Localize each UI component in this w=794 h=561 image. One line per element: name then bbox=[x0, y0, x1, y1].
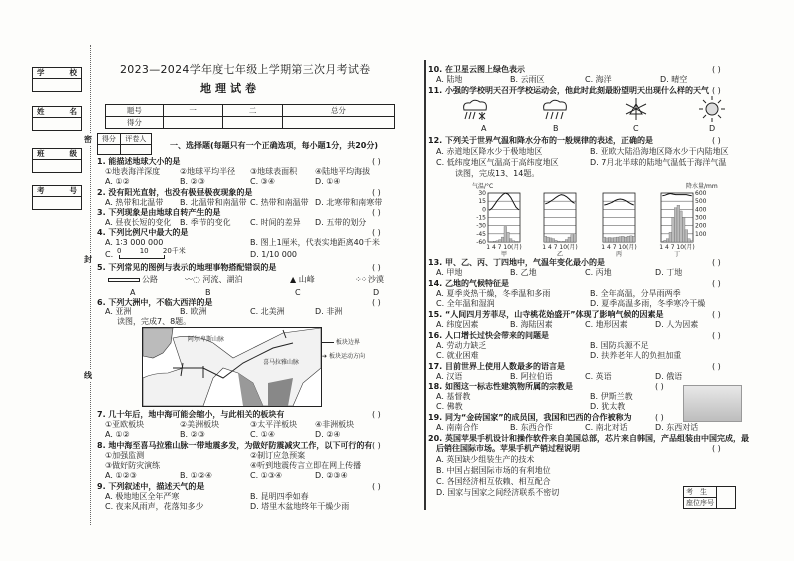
option: C. ①④ bbox=[250, 430, 276, 439]
rain-icon bbox=[540, 98, 570, 122]
legend-label: 公路 bbox=[142, 275, 158, 284]
answer-blank[interactable]: ( ) bbox=[712, 279, 721, 288]
name-field[interactable] bbox=[32, 106, 82, 131]
precip-bar bbox=[616, 237, 619, 242]
option: A. 1∶3 000 000 bbox=[105, 238, 164, 247]
exam-subject: 地理试卷 bbox=[200, 82, 260, 95]
legend-plate-direction bbox=[322, 352, 365, 362]
precip-bar bbox=[677, 205, 680, 242]
option: C. 各国经济相互依赖、相互配合 bbox=[436, 477, 551, 486]
precip-tick-label: 100 bbox=[695, 230, 707, 238]
temp-tick-label: -30 bbox=[476, 222, 486, 230]
precip-bar bbox=[611, 238, 614, 242]
precip-bar bbox=[669, 232, 672, 242]
question-stem: 18. 如图这一标志性建筑物所属的宗教是 bbox=[428, 382, 573, 391]
precip-bar bbox=[624, 237, 627, 242]
precip-bar bbox=[606, 238, 609, 242]
question-stem: 2. 没有阳光直射，也没有极昼极夜现象的是 bbox=[97, 188, 253, 197]
option: D. ②④ bbox=[315, 430, 341, 439]
map-label-alps: 阿尔卑斯山脉 bbox=[188, 336, 225, 343]
precip-tick-label: 200 bbox=[695, 222, 707, 230]
month-axis-label: 1 4 7 10(月) bbox=[659, 244, 695, 251]
item: ①亚欧板块 bbox=[105, 420, 145, 429]
map-label-himalaya: 喜马拉雅山脉 bbox=[263, 359, 300, 366]
score-cell[interactable] bbox=[163, 117, 223, 129]
precip-bar bbox=[627, 236, 630, 242]
option: A. 英国缺少组装生产的技术 bbox=[436, 455, 535, 464]
question-stem: 7. 几十年后，地中海可能会缩小，与此相关的板块有 bbox=[97, 410, 285, 419]
question-stem: 4. 下列比例尺中最大的是 bbox=[97, 228, 189, 237]
question-stem: 19. 同为“金砖国家”的成员国，我国和巴西的合作被称为 bbox=[428, 413, 632, 422]
legend-desert bbox=[355, 275, 384, 285]
option: B. 季节的变化 bbox=[180, 218, 231, 227]
question-stem: 12. 下列关于世界气温和降水分布的一般规律的表述，正确的是 bbox=[428, 136, 653, 145]
precip-bar bbox=[571, 235, 574, 242]
legend-label: 板块运动方向 bbox=[328, 353, 365, 360]
temp-tick-label: -60 bbox=[476, 239, 486, 246]
option: B. ①②④ bbox=[180, 471, 213, 480]
answer-blank[interactable]: ( ) bbox=[655, 413, 664, 422]
option: B. 全年高温，分旱雨两季 bbox=[590, 289, 681, 298]
precip-bar bbox=[632, 236, 635, 242]
option: C. 丙地 bbox=[585, 268, 612, 277]
sunny-icon bbox=[698, 94, 726, 124]
option: A. 夏季炎热干燥，冬季温和多雨 bbox=[436, 289, 551, 298]
column-divider bbox=[424, 60, 426, 510]
option: C. ③④ bbox=[250, 177, 276, 186]
answer-blank[interactable]: ( ) bbox=[712, 136, 721, 145]
precip-bar bbox=[666, 239, 669, 242]
question-stem: 17. 目前世界上使用人数最多的语言是 bbox=[428, 362, 565, 371]
station-name: 丙 bbox=[615, 251, 623, 258]
precip-bar bbox=[496, 241, 499, 242]
option: A. 甲地 bbox=[436, 268, 463, 277]
legend-label: 山峰 bbox=[298, 275, 315, 284]
precip-bar bbox=[544, 236, 547, 242]
row-label: 得分 bbox=[106, 117, 164, 129]
answer-blank[interactable]: ( ) bbox=[712, 65, 721, 74]
sleet-icon bbox=[460, 98, 490, 122]
option: B. 乙地 bbox=[510, 268, 537, 277]
peak-icon: ▲ bbox=[290, 275, 299, 284]
religious-building-photo bbox=[683, 385, 742, 422]
label: 班 bbox=[37, 149, 45, 158]
item: ③太平洋板块 bbox=[250, 420, 298, 429]
option: C. ①③④ bbox=[250, 471, 283, 480]
option: C. 热带和南温带 bbox=[250, 198, 309, 207]
option: D. ①④ bbox=[315, 177, 341, 186]
answer-blank[interactable]: ( ) bbox=[372, 441, 381, 450]
option: D. 犹太教 bbox=[590, 402, 626, 411]
answer-blank[interactable]: ( ) bbox=[712, 310, 721, 319]
seat-label: 座位序号 bbox=[684, 498, 717, 509]
school-field[interactable] bbox=[32, 67, 82, 92]
label: 号 bbox=[69, 186, 77, 195]
item: ③地球表面积 bbox=[250, 167, 298, 176]
option-label: A bbox=[130, 288, 136, 297]
option: C. 低纬度地区气温高于高纬度地区 bbox=[436, 158, 559, 167]
item: ②美洲板块 bbox=[180, 420, 220, 429]
answer-blank[interactable]: ( ) bbox=[655, 382, 664, 391]
option: D. 7月北半球的陆地气温低于海洋气温 bbox=[590, 158, 727, 167]
answer-blank[interactable]: ( ) bbox=[372, 298, 381, 307]
question-stem: 8. 地中海至喜马拉雅山脉一带地震多发，为做好防震减灾工作，以下可行的有 bbox=[97, 441, 373, 450]
precip-bar bbox=[547, 237, 550, 242]
option: B. 中国占据国际市场的有利地位 bbox=[436, 466, 551, 475]
temp-tick-label: 30 bbox=[478, 190, 486, 197]
precip-tick-label: 300 bbox=[695, 214, 707, 222]
precip-bar bbox=[555, 240, 558, 242]
answer-blank[interactable]: ( ) bbox=[372, 188, 381, 197]
label: 校 bbox=[69, 68, 77, 77]
seal-char: 封 bbox=[84, 255, 92, 264]
precip-bar bbox=[552, 239, 555, 242]
precip-bar bbox=[512, 241, 515, 242]
question-stem: 1. 能描述地球大小的是 bbox=[97, 157, 181, 166]
option: D. 东西对话 bbox=[655, 423, 699, 432]
precip-tick-label: 500 bbox=[695, 198, 707, 206]
legend-label: 板块边界 bbox=[335, 339, 360, 346]
answer-blank[interactable]: ( ) bbox=[712, 331, 721, 340]
precip-bar bbox=[557, 241, 560, 242]
option: B. ②③ bbox=[180, 177, 205, 186]
option: D. 国家与国家之间经济联系不密切 bbox=[436, 488, 560, 497]
precip-bar bbox=[504, 226, 507, 242]
precip-bar bbox=[688, 239, 691, 242]
temp-tick-label: 0 bbox=[482, 206, 486, 214]
option-label: B bbox=[553, 124, 559, 133]
question-stem: 5. 下列常见的图例与表示的地理事物搭配错误的是 bbox=[97, 263, 277, 272]
precip-bar bbox=[680, 211, 683, 242]
precip-bar bbox=[509, 239, 512, 242]
option: A. 劳动力缺乏 bbox=[436, 341, 487, 350]
item: ②制订应急预案 bbox=[250, 451, 306, 460]
question-stem: 6. 下列大洲中，不临大西洋的是 bbox=[97, 298, 213, 307]
answer-blank[interactable]: ( ) bbox=[372, 208, 381, 217]
option: A. 汉语 bbox=[436, 372, 463, 381]
option: A. 亚洲 bbox=[105, 307, 132, 316]
option: B. 欧洲 bbox=[180, 307, 207, 316]
option: A. 赤道地区降水少于极地地区 bbox=[436, 147, 543, 156]
temp-tick-label: -15 bbox=[476, 214, 486, 222]
option: B. 伊斯兰教 bbox=[590, 392, 633, 401]
precip-bar bbox=[565, 240, 568, 242]
item: ④陆地平均海拔 bbox=[315, 167, 371, 176]
option: D. 丁地 bbox=[655, 268, 683, 277]
option: D. ②③④ bbox=[315, 471, 348, 480]
scale-tick: 20千米 bbox=[162, 247, 186, 255]
answer-blank[interactable]: ( ) bbox=[712, 444, 721, 453]
header-cell: 二 bbox=[223, 105, 283, 117]
legend-river bbox=[185, 275, 243, 285]
station-name: 丁 bbox=[673, 251, 681, 258]
label: 姓 bbox=[37, 107, 45, 116]
option: C. 地形因素 bbox=[585, 320, 628, 329]
option: B. 亚欧大陆沿海地区降水少于内陆地区 bbox=[590, 147, 729, 156]
question-stem: 10. 在卫星云图上绿色表示 bbox=[428, 65, 525, 74]
score-cell[interactable] bbox=[98, 145, 121, 155]
item: ①地表海洋深度 bbox=[105, 167, 161, 176]
precip-bar bbox=[672, 218, 675, 243]
precip-tick-label: 400 bbox=[695, 206, 707, 214]
option-label: B bbox=[205, 288, 211, 297]
option: A. 极地地区全年严寒 bbox=[105, 492, 180, 501]
option-label: D bbox=[373, 288, 380, 297]
option: A. 昼夜长短的变化 bbox=[105, 218, 172, 227]
score-cell[interactable] bbox=[223, 117, 283, 129]
option: D. 塔里木盆地终年干燥少雨 bbox=[250, 502, 350, 511]
question-stem: 3. 下列现象是由地球自转产生的是 bbox=[97, 208, 221, 217]
reading-instruction: 读图，完成7、8题。 bbox=[117, 317, 192, 326]
option: C. 北美洲 bbox=[250, 307, 285, 316]
seal-char: 线 bbox=[84, 371, 92, 380]
question-stem: 13. 甲、乙、丙、丁四地中，气温年变化最小的是 bbox=[428, 258, 605, 267]
precip-bar bbox=[674, 208, 677, 242]
precip-tick-label: 600 bbox=[695, 190, 707, 197]
option: D. 人为因素 bbox=[655, 320, 699, 329]
option: B. 云雨区 bbox=[510, 75, 545, 84]
station-name: 乙 bbox=[556, 251, 564, 258]
precip-bar bbox=[630, 236, 633, 242]
answer-blank[interactable]: ( ) bbox=[372, 263, 381, 272]
question-stem: 20. 英国苹果手机设计和操作软件来自美国总部，芯片来自韩国，产品组装由中国完成，最 bbox=[428, 434, 749, 443]
precip-bar bbox=[568, 237, 571, 242]
option: C. 夜来风雨声，花落知多少 bbox=[105, 502, 204, 511]
precip-bar bbox=[690, 241, 693, 242]
precip-bar bbox=[501, 237, 504, 242]
month-axis-label: 1 4 7 10(月) bbox=[486, 244, 522, 251]
option: B. 国防兵源不足 bbox=[590, 341, 649, 350]
question-stem-cont: 后销往国际市场。苹果手机产销过程说明 bbox=[436, 444, 580, 453]
question-stem: 11. 小强的学校明天召开学校运动会，他此时此刻最盼望明天出现什么样的天气 bbox=[428, 86, 709, 95]
option: B. ②③ bbox=[180, 430, 205, 439]
score-table bbox=[105, 104, 395, 129]
option: A. 南南合作 bbox=[436, 423, 479, 432]
scale-tick: 0 bbox=[117, 247, 122, 255]
grader-cell[interactable] bbox=[120, 145, 151, 155]
label: 级 bbox=[69, 149, 77, 158]
option: B. 阿拉伯语 bbox=[510, 372, 553, 381]
option: D. 五带的划分 bbox=[315, 218, 367, 227]
option: C. 英语 bbox=[585, 372, 612, 381]
option: D. 扶养老年人的负担加重 bbox=[590, 351, 682, 360]
scale-bar bbox=[117, 246, 186, 256]
question-stem: 15. “人间四月芳菲尽，山寺桃花始盛开”体现了影响气候的因素是 bbox=[428, 310, 664, 319]
option: B. 海陆因素 bbox=[510, 320, 553, 329]
plate-map bbox=[142, 327, 322, 407]
answer-blank[interactable]: ( ) bbox=[712, 362, 721, 371]
climate-charts bbox=[460, 178, 730, 260]
option: B. 昆明四季如春 bbox=[250, 492, 309, 501]
month-axis-label: 1 4 7 10(月) bbox=[601, 244, 637, 251]
section-heading: 一、选择题(每题只有一个正确选项，每小题1分，共20分) bbox=[170, 141, 379, 150]
option: D. 北寒带和南寒带 bbox=[315, 198, 383, 207]
item: ④非洲板块 bbox=[315, 420, 355, 429]
item: ④听到地震传言立即在网上传播 bbox=[250, 461, 362, 470]
seal-line bbox=[90, 45, 91, 525]
legend-label: 河流、湖泊 bbox=[202, 275, 243, 284]
seat-number-cell[interactable] bbox=[717, 487, 736, 509]
answer-blank[interactable]: ( ) bbox=[712, 86, 721, 95]
answer-blank[interactable]: ( ) bbox=[372, 482, 381, 491]
option: C. 海洋 bbox=[585, 75, 612, 84]
precip-bar bbox=[563, 241, 566, 242]
answer-blank[interactable]: ( ) bbox=[372, 157, 381, 166]
temp-tick-label: 15 bbox=[478, 198, 486, 206]
label: 学 bbox=[37, 68, 45, 77]
option: A. 热带和北温带 bbox=[105, 198, 164, 207]
header-cell: 总分 bbox=[282, 105, 394, 117]
question-stem: 9. 下列叙述中，描述天气的是 bbox=[97, 482, 205, 491]
option: D. 俄语 bbox=[655, 372, 683, 381]
precip-bar bbox=[515, 241, 518, 242]
option: C. 佛教 bbox=[436, 402, 463, 411]
option: C. 就业困难 bbox=[436, 351, 479, 360]
grader-box bbox=[97, 133, 152, 155]
option: A. ①②③ bbox=[105, 471, 137, 480]
temp-axis-label: 气温/°C bbox=[472, 183, 494, 190]
precip-bar bbox=[619, 237, 622, 242]
desert-dots-icon: ⁘⁘ bbox=[355, 275, 368, 284]
legend-road bbox=[108, 275, 158, 285]
scale-tick: 10 bbox=[139, 247, 149, 255]
river-lake-icon: 〰◌ bbox=[185, 275, 203, 284]
precip-bar bbox=[549, 238, 552, 242]
item: ①加强监测 bbox=[105, 451, 145, 460]
label: 考 bbox=[37, 186, 45, 195]
month-axis-label: 1 4 7 10(月) bbox=[542, 244, 578, 251]
precip-bar bbox=[661, 241, 664, 242]
option: A. 陆地 bbox=[436, 75, 463, 84]
score-cell[interactable] bbox=[282, 117, 394, 129]
station-name: 甲 bbox=[500, 251, 508, 258]
exam-title: 2023—2024学年度七年级上学期第三次月考试卷 bbox=[120, 63, 371, 76]
score-label: 得分 bbox=[98, 134, 121, 145]
answer-blank[interactable]: ( ) bbox=[712, 258, 721, 267]
precip-bar bbox=[573, 234, 576, 242]
precip-bar bbox=[682, 218, 685, 243]
option: A. ①② bbox=[105, 430, 130, 439]
option: B. 北温带和南温带 bbox=[180, 198, 247, 207]
temp-tick-label: -45 bbox=[476, 230, 486, 238]
option-label: D bbox=[709, 124, 716, 133]
item: ③做好防灾演练 bbox=[105, 461, 161, 470]
option: A. 纬度因素 bbox=[436, 320, 479, 329]
precip-bar bbox=[493, 241, 496, 242]
option: C. 南北对话 bbox=[585, 423, 628, 432]
precip-bar bbox=[614, 238, 617, 242]
arrow-icon: ➔ bbox=[322, 353, 329, 360]
option: A. ①② bbox=[105, 177, 130, 186]
option: B. 东西合作 bbox=[510, 423, 553, 432]
exam-number-field[interactable] bbox=[32, 185, 82, 210]
answer-blank[interactable]: ( ) bbox=[372, 228, 381, 237]
legend-label: 沙漠 bbox=[367, 275, 384, 284]
legend-peak bbox=[290, 275, 315, 285]
snow-icon bbox=[623, 96, 649, 122]
precip-bar bbox=[622, 236, 625, 242]
precip-bar bbox=[685, 230, 688, 242]
precip-bar bbox=[507, 232, 510, 242]
seat-label: 考 生 bbox=[684, 487, 717, 498]
option-label: C bbox=[633, 124, 639, 133]
option: D. 晴空 bbox=[660, 75, 688, 84]
legend-plate-boundary bbox=[322, 338, 360, 348]
seal-char: 密 bbox=[84, 135, 92, 144]
option: D. 夏季高温多雨，冬季寒冷干燥 bbox=[590, 299, 706, 308]
option: A. 基督教 bbox=[436, 392, 471, 401]
option: D. 非洲 bbox=[315, 307, 343, 316]
option-label: A bbox=[481, 124, 487, 133]
precip-bar bbox=[664, 240, 667, 242]
option: B. 图上1厘米，代表实地距离40千米 bbox=[250, 238, 380, 247]
option: D. 1/10 000 bbox=[250, 250, 298, 259]
precip-bar bbox=[603, 237, 606, 242]
precip-axis-label: 降水量/mm bbox=[686, 183, 718, 190]
option: C. 全年温和湿润 bbox=[436, 299, 495, 308]
option: C. bbox=[105, 250, 114, 259]
label: 名 bbox=[69, 107, 77, 116]
question-stem: 14. 乙地的气候特征是 bbox=[428, 279, 509, 288]
precip-bar bbox=[499, 240, 502, 242]
header-cell: 一 bbox=[163, 105, 223, 117]
precip-bar bbox=[608, 238, 611, 242]
option-label: C bbox=[295, 288, 301, 297]
option: C. 时间的差异 bbox=[250, 218, 301, 227]
class-field[interactable] bbox=[32, 148, 82, 173]
item: ②地球平均半径 bbox=[180, 167, 236, 176]
question-stem: 16. 人口增长过快会带来的问题是 bbox=[428, 331, 549, 340]
road-symbol-icon bbox=[108, 278, 140, 282]
seat-number-box bbox=[683, 486, 736, 509]
answer-blank[interactable]: ( ) bbox=[372, 410, 381, 419]
grader-label: 评卷人 bbox=[120, 134, 151, 145]
reading-instruction: 读图，完成13、14题。 bbox=[455, 169, 540, 178]
header-cell: 题号 bbox=[106, 105, 164, 117]
